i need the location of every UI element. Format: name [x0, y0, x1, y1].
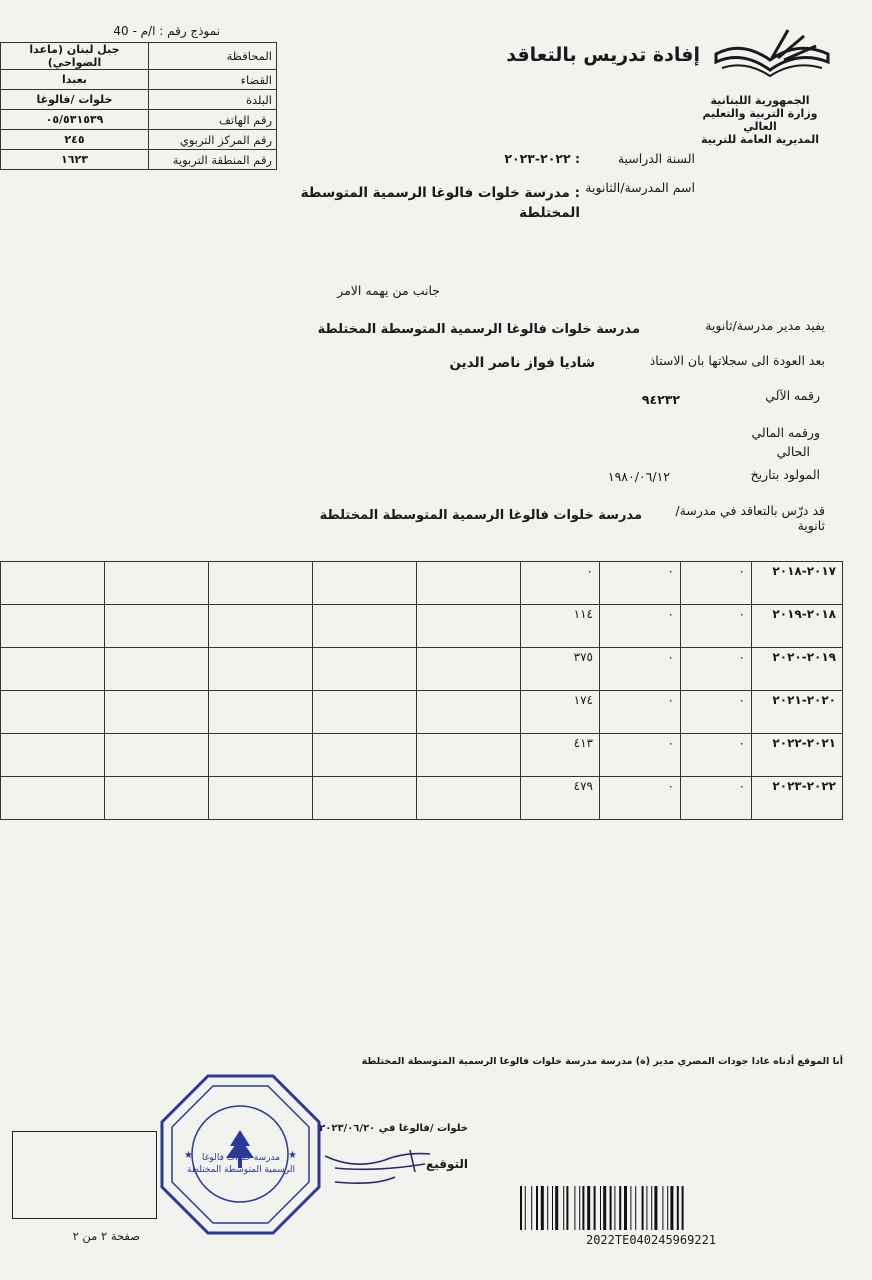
page-number: صفحة ٢ من ٢ — [72, 1229, 140, 1243]
empty-cell — [313, 734, 417, 777]
year-year-cell — [752, 648, 843, 691]
year-c2-value: ٠ — [667, 607, 674, 621]
barcode-bar — [594, 1186, 596, 1230]
year-c1-cell — [681, 605, 752, 648]
info-row — [1, 90, 277, 110]
year-row — [1, 605, 843, 648]
year-c1-value: ٠ — [738, 650, 745, 664]
year-c2-cell — [600, 734, 681, 777]
empty-cell — [313, 648, 417, 691]
barcode-bar — [635, 1186, 636, 1230]
info-label: رقم الهاتف — [148, 110, 276, 130]
empty-cell — [1, 777, 105, 820]
year-c3-value: ٤٧٩ — [573, 779, 593, 793]
year-c2-value: ٠ — [667, 650, 674, 664]
barcode-bar — [646, 1186, 647, 1230]
empty-cell — [313, 562, 417, 605]
year-label: السنة الدراسية — [617, 151, 695, 166]
year-c2-value: ٠ — [667, 693, 674, 707]
info-label: القضاء — [148, 70, 276, 90]
empty-cell — [209, 605, 313, 648]
info-value: ٠٥/٥٣١٥٣٩ — [1, 110, 149, 130]
info-row — [1, 130, 277, 150]
year-c2-cell — [600, 691, 681, 734]
year-c1-cell — [681, 734, 752, 777]
empty-cell — [105, 648, 209, 691]
barcode-bar — [536, 1186, 538, 1230]
year-row — [1, 691, 843, 734]
year-c3-cell — [521, 734, 600, 777]
school-value-cont: المختلطة — [519, 205, 580, 221]
year-year-value: ٢٠٢١-٢٠٢٢ — [772, 736, 836, 750]
year-c3-cell — [521, 562, 600, 605]
stamp-text: مدرسة خلوات فالوغا الرسمية المتوسطة المختلطة — [187, 1153, 295, 1175]
year-year-value: ٢٠٢٠-٢٠٢١ — [772, 693, 836, 707]
empty-cell — [209, 648, 313, 691]
year-c2-cell — [600, 562, 681, 605]
empty-cell — [209, 562, 313, 605]
book-logo-icon — [712, 22, 832, 92]
year-c3-cell — [521, 691, 600, 734]
barcode-bar — [603, 1186, 606, 1230]
year-value: : ٢٠٢٢-٢٠٢٣ — [504, 151, 580, 166]
birth-date-label: المولود بتاريخ — [750, 467, 820, 482]
year-c2-cell — [600, 605, 681, 648]
barcode-bar — [642, 1186, 644, 1230]
barcode-bar — [610, 1186, 612, 1230]
year-c3-value: ٠ — [586, 564, 593, 578]
barcode-bar — [624, 1186, 627, 1230]
empty-cell — [1, 648, 105, 691]
birth-date-value: ١٩٨٠/٠٦/١٢ — [607, 469, 670, 484]
info-label: المحافظة — [148, 43, 276, 70]
info-value: بعبدا — [1, 70, 149, 90]
place-date: خلوات /فالوغا في ٢٠٢٣/٠٦/٢٠ — [319, 1123, 468, 1134]
year-c1-cell — [681, 648, 752, 691]
year-c1-value: ٠ — [738, 736, 745, 750]
year-year-cell — [752, 777, 843, 820]
principal-value: مدرسة خلوات فالوغا الرسمية المتوسطة المختلطة — [317, 322, 640, 337]
year-year-value: ٢٠١٩-٢٠٢٠ — [772, 650, 836, 664]
empty-cell — [417, 777, 521, 820]
barcode-bar — [552, 1186, 553, 1230]
year-year-cell — [752, 605, 843, 648]
teaching-years-table — [0, 561, 843, 820]
empty-cell — [105, 562, 209, 605]
svg-text:★: ★ — [184, 1150, 193, 1161]
page-title: إفادة تدريس بالتعاقد — [506, 44, 700, 66]
barcode-bar — [566, 1186, 568, 1230]
info-row — [1, 43, 277, 70]
year-c2-value: ٠ — [667, 779, 674, 793]
financial-number-label-cont: الحالي — [776, 444, 810, 459]
empty-cell — [313, 605, 417, 648]
empty-cell — [209, 691, 313, 734]
auto-number-label: رقمه الآلي — [765, 388, 820, 403]
barcode-bar — [670, 1186, 673, 1230]
barcode-bar — [600, 1186, 601, 1230]
empty-cell — [417, 734, 521, 777]
info-value: جبل لبنان (ماعدا الضواحي) — [1, 43, 149, 70]
barcode-bar — [587, 1186, 590, 1230]
year-c1-cell — [681, 691, 752, 734]
barcode-bar — [531, 1186, 532, 1230]
year-c3-value: ١١٤ — [573, 607, 593, 621]
info-label: البلدة — [148, 90, 276, 110]
salutation: جانب من يهمه الامر — [337, 283, 440, 298]
year-c2-cell — [600, 648, 681, 691]
info-value: ١٦٢٣ — [1, 150, 149, 170]
empty-cell — [209, 777, 313, 820]
barcode-bar — [579, 1186, 580, 1230]
svg-text:★: ★ — [288, 1150, 297, 1161]
empty-cell — [1, 605, 105, 648]
signature-label: التوقيع — [426, 1157, 468, 1171]
year-c1-cell — [681, 777, 752, 820]
empty-cell — [417, 605, 521, 648]
republic-label: الجمهورية اللبنانية — [710, 94, 810, 107]
info-label: رقم المركز التربوي — [148, 130, 276, 150]
barcode-bar — [630, 1186, 631, 1230]
year-c3-value: ٣٧٥ — [573, 650, 593, 664]
empty-cell — [1, 562, 105, 605]
taught-label: قد درّس بالتعاقد في مدرسة/ ثانوية — [675, 503, 825, 533]
barcode-icon — [518, 1186, 773, 1230]
info-table — [0, 42, 277, 170]
barcode-bar — [555, 1186, 558, 1230]
barcode-bar — [563, 1186, 564, 1230]
year-c1-value: ٠ — [738, 564, 745, 578]
info-value: خلوات /فالوغا — [1, 90, 149, 110]
empty-cell — [417, 691, 521, 734]
barcode-bar — [662, 1186, 663, 1230]
year-year-cell — [752, 562, 843, 605]
barcode-bar — [525, 1186, 526, 1230]
info-row — [1, 110, 277, 130]
year-year-value: ٢٠١٧-٢٠١٨ — [772, 564, 836, 578]
directorate-label: المديرية العامة للتربية — [700, 133, 820, 146]
year-row — [1, 777, 843, 820]
barcode-bar — [582, 1186, 584, 1230]
barcode-bar — [574, 1186, 575, 1230]
ministry-header — [690, 94, 830, 146]
financial-number-label: ورقمه المالي — [751, 425, 820, 440]
school-label: اسم المدرسة/الثانوية — [585, 180, 695, 195]
signature-scribble-icon — [315, 1142, 435, 1192]
info-label: رقم المنطقة التربوية — [148, 150, 276, 170]
year-row — [1, 562, 843, 605]
empty-cell — [105, 777, 209, 820]
info-row — [1, 70, 277, 90]
year-c2-cell — [600, 777, 681, 820]
barcode-bar — [677, 1186, 679, 1230]
barcode-bar — [547, 1186, 548, 1230]
empty-cell — [417, 562, 521, 605]
empty-cell — [1, 691, 105, 734]
barcode-bar — [541, 1186, 544, 1230]
barcode-bar — [667, 1186, 668, 1230]
year-c3-value: ٤١٣ — [573, 736, 593, 750]
attestation-text: أنا الموقع أدناه غادا جودات المصري مدير (ة) مدرسة مدرسة خلوات فالوغا الرسمية المتوسطة المختلطة — [361, 1056, 843, 1067]
empty-cell — [313, 777, 417, 820]
year-c3-value: ١٧٤ — [573, 693, 593, 707]
empty-cell — [313, 691, 417, 734]
empty-cell — [209, 734, 313, 777]
barcode-bar — [614, 1186, 615, 1230]
empty-cell — [105, 605, 209, 648]
year-year-value: ٢٠٢٢-٢٠٢٣ — [772, 779, 836, 793]
info-value: ٢٤٥ — [1, 130, 149, 150]
year-c1-value: ٠ — [738, 607, 745, 621]
year-c1-value: ٠ — [738, 779, 745, 793]
year-c3-cell — [521, 777, 600, 820]
year-c2-value: ٠ — [667, 564, 674, 578]
empty-cell — [105, 691, 209, 734]
info-row — [1, 150, 277, 170]
empty-cell — [417, 648, 521, 691]
year-c3-cell — [521, 648, 600, 691]
year-c1-cell — [681, 562, 752, 605]
year-row — [1, 734, 843, 777]
ministry-label: وزارة التربية والتعليم العالي — [702, 107, 818, 133]
teacher-name: شاديا فواز ناصر الدين — [449, 355, 595, 371]
year-c2-value: ٠ — [667, 736, 674, 750]
year-c1-value: ٠ — [738, 693, 745, 707]
year-c3-cell — [521, 605, 600, 648]
barcode-bar — [682, 1186, 684, 1230]
year-year-cell — [752, 734, 843, 777]
teacher-label: بعد العودة الى سجلاتها بان الاستاذ — [649, 353, 825, 368]
empty-cell — [1, 734, 105, 777]
empty-box — [12, 1131, 157, 1219]
barcode-text: 2022TE040245969221 — [585, 1233, 717, 1247]
principal-label: يفيد مدير مدرسة/ثانوية — [705, 318, 825, 333]
barcode-bar — [619, 1186, 621, 1230]
year-year-value: ٢٠١٨-٢٠١٩ — [772, 607, 836, 621]
barcode-bar — [651, 1186, 652, 1230]
form-number: نموذج رقم : ا/م - 40 — [113, 24, 220, 38]
empty-cell — [105, 734, 209, 777]
year-year-cell — [752, 691, 843, 734]
barcode-bar — [520, 1186, 522, 1230]
barcode-bar — [654, 1186, 657, 1230]
taught-value: مدرسة خلوات فالوغا الرسمية المتوسطة المختلطة — [319, 508, 642, 523]
school-value: : مدرسة خلوات فالوغا الرسمية المتوسطة — [300, 185, 580, 201]
auto-number-value: ٩٤٢٣٢ — [641, 392, 680, 407]
year-row — [1, 648, 843, 691]
